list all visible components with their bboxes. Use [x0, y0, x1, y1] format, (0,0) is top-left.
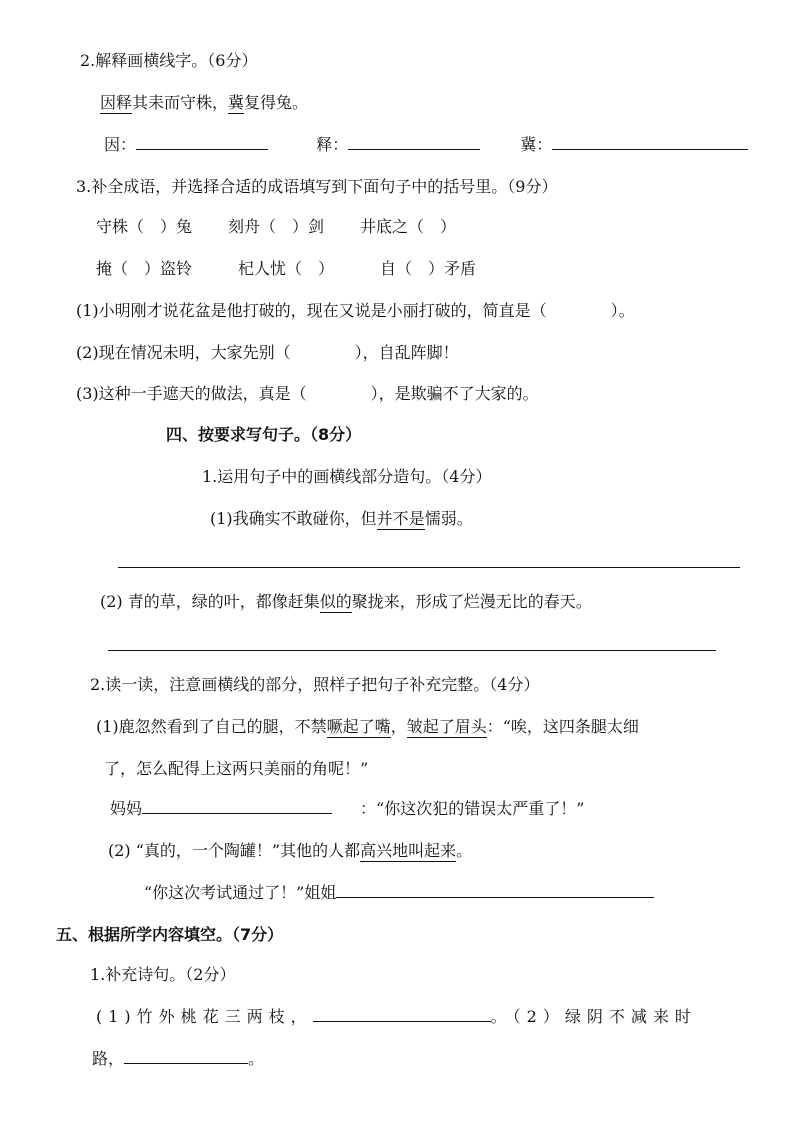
idiom: 守株（ ）兔 — [96, 217, 193, 236]
sec4-q2-sentence-1-cont: 了，怎么配得上这两只美丽的角呢！” — [104, 759, 369, 778]
underlined-phrase: 皱起了眉头 — [406, 717, 487, 736]
label-ji: 冀： — [520, 135, 553, 154]
idiom: 掩（ ）盗铃 — [96, 259, 193, 278]
sentence-text: 。 — [456, 841, 473, 860]
label-shi: 释： — [316, 135, 349, 154]
answer-line-2[interactable] — [108, 650, 716, 651]
underlined-phrase: 高兴地叫起来 — [360, 841, 457, 860]
q3-sentence-1: (1)小明刚才说花盆是他打破的，现在又说是小丽打破的，简直是（ ）。 — [76, 301, 635, 320]
underlined-phrase: 噘起了嘴 — [326, 717, 391, 736]
answer-blank-sister[interactable] — [336, 883, 654, 898]
label-yin: 因： — [104, 135, 137, 154]
idiom: 自（ ）矛盾 — [380, 259, 477, 278]
answer-blank-mom[interactable] — [142, 799, 332, 814]
poem-part-1: (1)竹外桃花三两枝， — [96, 1007, 313, 1026]
mom-line — [110, 798, 584, 820]
mom-quote: ：“你这次犯的错误太严重了！” — [360, 799, 585, 818]
poem-line — [96, 1006, 697, 1028]
answer-blank-poem-2[interactable] — [124, 1049, 248, 1064]
q2-sentence — [100, 92, 308, 114]
sec4-q1-title: 1.运用句子中的画横线部分造句。（4分） — [202, 467, 492, 486]
sentence-text: (2) “真的，一个陶罐！”其他的人都 — [108, 841, 361, 860]
sentence-text: 懦弱。 — [424, 509, 473, 528]
sentence-text: 聚拢来，形成了烂漫无比的春天。 — [351, 592, 592, 611]
q3-sentence-3: (3)这种一手遮天的做法，真是（ ），是欺骗不了大家的。 — [76, 384, 539, 403]
sec4-q2-title: 2.读一读，注意画横线的部分，照样子把句子补充完整。（4分） — [90, 675, 540, 694]
sec4-q1-sentence-1 — [210, 508, 473, 530]
q2-title: 2.解释画横线字。（6分） — [80, 51, 258, 70]
sentence-text: ：“唉，这四条腿太细 — [486, 717, 639, 736]
answer-blank-yin[interactable] — [136, 135, 268, 150]
sec4-q2-sentence-2 — [108, 840, 472, 862]
underlined-chars: 因释 — [100, 93, 133, 112]
idiom: 井底之（ ） — [360, 217, 457, 236]
label-mom: 妈妈 — [110, 799, 143, 818]
sentence-text: (1)我确实不敢碰你，但 — [210, 509, 377, 528]
q3-title: 3.补全成语，并选择合适的成语填写到下面句子中的括号里。（9分） — [76, 177, 558, 196]
idiom-row-1 — [96, 216, 456, 238]
underlined-phrase: 似的 — [319, 592, 352, 611]
sentence-text: ， — [390, 717, 407, 736]
sister-line — [144, 882, 654, 904]
poem-end: 。 — [248, 1049, 265, 1068]
poem-part-2: 。（2）绿阴不减来时 — [490, 1007, 697, 1026]
answer-blank-ji[interactable] — [552, 135, 748, 150]
sentence-text: (1)鹿忽然看到了自己的腿，不禁 — [96, 717, 327, 736]
section-4-title: 四、按要求写句子。（8分） — [166, 425, 362, 444]
idiom: 杞人忧（ ） — [238, 259, 335, 278]
underlined-chars: 冀 — [228, 93, 245, 112]
poem-part-3: 路， — [92, 1049, 125, 1068]
idiom: 刻舟（ ）剑 — [228, 217, 325, 236]
underlined-phrase: 并不是 — [376, 509, 425, 528]
answer-blank-poem-1[interactable] — [313, 1007, 491, 1022]
answer-line-1[interactable] — [118, 567, 740, 568]
sec4-q1-sentence-2 — [100, 591, 592, 613]
idiom-row-2 — [96, 258, 476, 280]
sec5-q1-title: 1.补充诗句。（2分） — [90, 965, 236, 984]
sec4-q2-sentence-1 — [96, 716, 639, 738]
sentence-text: 其耒而守株， — [132, 93, 229, 112]
sister-quote: “你这次考试通过了！”姐姐 — [144, 883, 337, 902]
q3-sentence-2: (2)现在情况未明，大家先别（ ），自乱阵脚！ — [76, 343, 459, 362]
section-5-title: 五、根据所学内容填空。（7分） — [56, 925, 284, 944]
q2-answer-row — [104, 134, 748, 156]
sentence-text: (2) 青的草，绿的叶，都像赶集 — [100, 592, 320, 611]
poem-line-2 — [92, 1048, 264, 1070]
answer-blank-shi[interactable] — [348, 135, 480, 150]
sentence-text: 复得兔。 — [244, 93, 309, 112]
